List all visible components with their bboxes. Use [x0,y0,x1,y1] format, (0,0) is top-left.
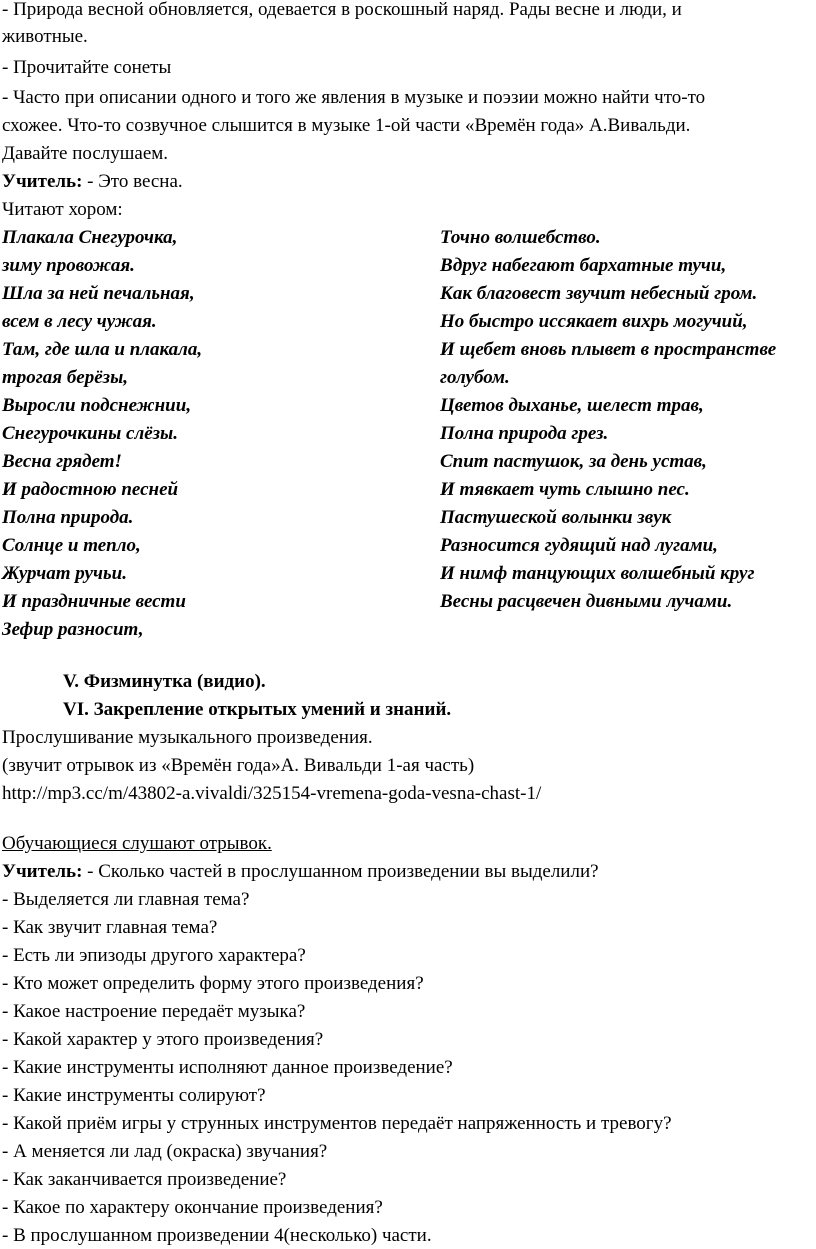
teacher-text: - Это весна. [82,171,183,192]
intro-paragraph-2: - Прочитайте сонеты [2,57,172,78]
poem-right-line: Цветов дыханье, шелест трав, [440,395,704,416]
intro-paragraph-3-line-1: - Часто при описании одного и того же явления в музыке и поэзии можно найти что-то [2,87,706,108]
question-item: - Какое настроение передаёт музыка? [2,1001,306,1022]
audio-link[interactable]: http://mp3.cc/m/43802-a.vivaldi/325154-vremena-goda-vesna-chast-1/ [2,783,542,804]
poem-left-line: Весна грядет! [2,451,122,472]
listening-line-2: (звучит отрывок из «Времён года»А. Вивальди 1-ая часть) [2,755,475,776]
poem-left-line: Выросли подснежнии, [2,395,192,416]
students-listen-note: Обучающиеся слушают отрывок. [2,833,272,854]
intro-paragraph-3-line-2: схожее. Что-то созвучное слышится в музыке 1-ой части «Времён года» А.Вивальди. [2,115,691,136]
question-item: - Какие инструменты солируют? [2,1085,266,1106]
poem-right-line: Как благовест звучит небесный гром. [440,283,758,304]
poem-left-line: трогая берёзы, [2,367,129,388]
poem-left-line: Солнце и тепло, [2,535,141,556]
poem-left-line: И праздничные вести [2,591,186,612]
poem-left-line: Журчат ручьи. [2,563,127,584]
poem-right-line: Пастушеской волынки звук [440,507,672,528]
teacher-label: Учитель: [2,171,83,192]
question-first [2,858,599,885]
question-item: - В прослушанном произведении 4(несколько) части. [2,1225,432,1246]
question-item: - Как звучит главная тема? [2,917,218,938]
intro-paragraph-1-line-1: - Природа весной обновляется, одевается в роскошный наряд. Рады весне и люди, и [2,0,682,20]
poem-right-line: Вдруг набегают бархатные тучи, [440,255,727,276]
poem-right-line: Точно волшебство. [440,227,601,248]
poem-left-line: Шла за ней печальная, [2,283,195,304]
listening-line-1: Прослушивание музыкального произведения. [2,727,373,748]
poem-left-line: Плакала Снегурочка, [2,227,178,248]
teacher-label: Учитель: [2,861,83,882]
poem-right-line: И щебет вновь плывет в пространстве [440,339,777,360]
intro-paragraph-1-line-2: животные. [2,26,88,47]
poem-left-line: Снегурочкины слёзы. [2,423,178,444]
question-item: - Выделяется ли главная тема? [2,889,250,910]
poem-left-line: зиму провожая. [2,255,135,276]
poem-left-line: И радостною песней [2,479,179,500]
intro-paragraph-3-line-3: Давайте послушаем. [2,143,169,164]
question-item: - Как заканчивается произведение? [2,1169,287,1190]
question-item: - Есть ли эпизоды другого характера? [2,945,306,966]
question-item: - Какой характер у этого произведения? [2,1029,324,1050]
question-item: - Какое по характеру окончание произведения? [2,1197,383,1218]
teacher-line [2,168,183,195]
poem-right-line: Полна природа грез. [440,423,609,444]
poem-right-line: Спит пастушок, за день устав, [440,451,707,472]
chorus-instruction: Читают хором: [2,199,123,220]
question-item: - А меняется ли лад (окраска) звучания? [2,1141,328,1162]
poem-right-line: голубом. [440,367,510,388]
section-heading-vi: VI. Закрепление открытых умений и знаний. [63,699,452,720]
poem-right-line: Но быстро иссякает вихрь могучий, [440,311,748,332]
question-text: - Сколько частей в прослушанном произведении вы выделили? [82,861,599,882]
poem-left-line: Там, где шла и плакала, [2,339,203,360]
question-item: - Какой приём игры у струнных инструментов передаёт напряженность и тревогу? [2,1113,672,1134]
question-item: - Какие инструменты исполняют данное произведение? [2,1057,453,1078]
poem-left-line: всем в лесу чужая. [2,311,157,332]
poem-right-line: Разносится гудящий над лугами, [440,535,718,556]
poem-right-line: И тявкает чуть слышно пес. [440,479,690,500]
question-item: - Кто может определить форму этого произведения? [2,973,424,994]
section-heading-v: V. Физминутка (видио). [63,671,266,692]
poem-left-line: Полна природа. [2,507,134,528]
poem-right-line: И нимф танцующих волшебный круг [440,563,755,584]
poem-left-line: Зефир разносит, [2,619,144,640]
poem-right-line: Весны расцвечен дивными лучами. [440,591,733,612]
